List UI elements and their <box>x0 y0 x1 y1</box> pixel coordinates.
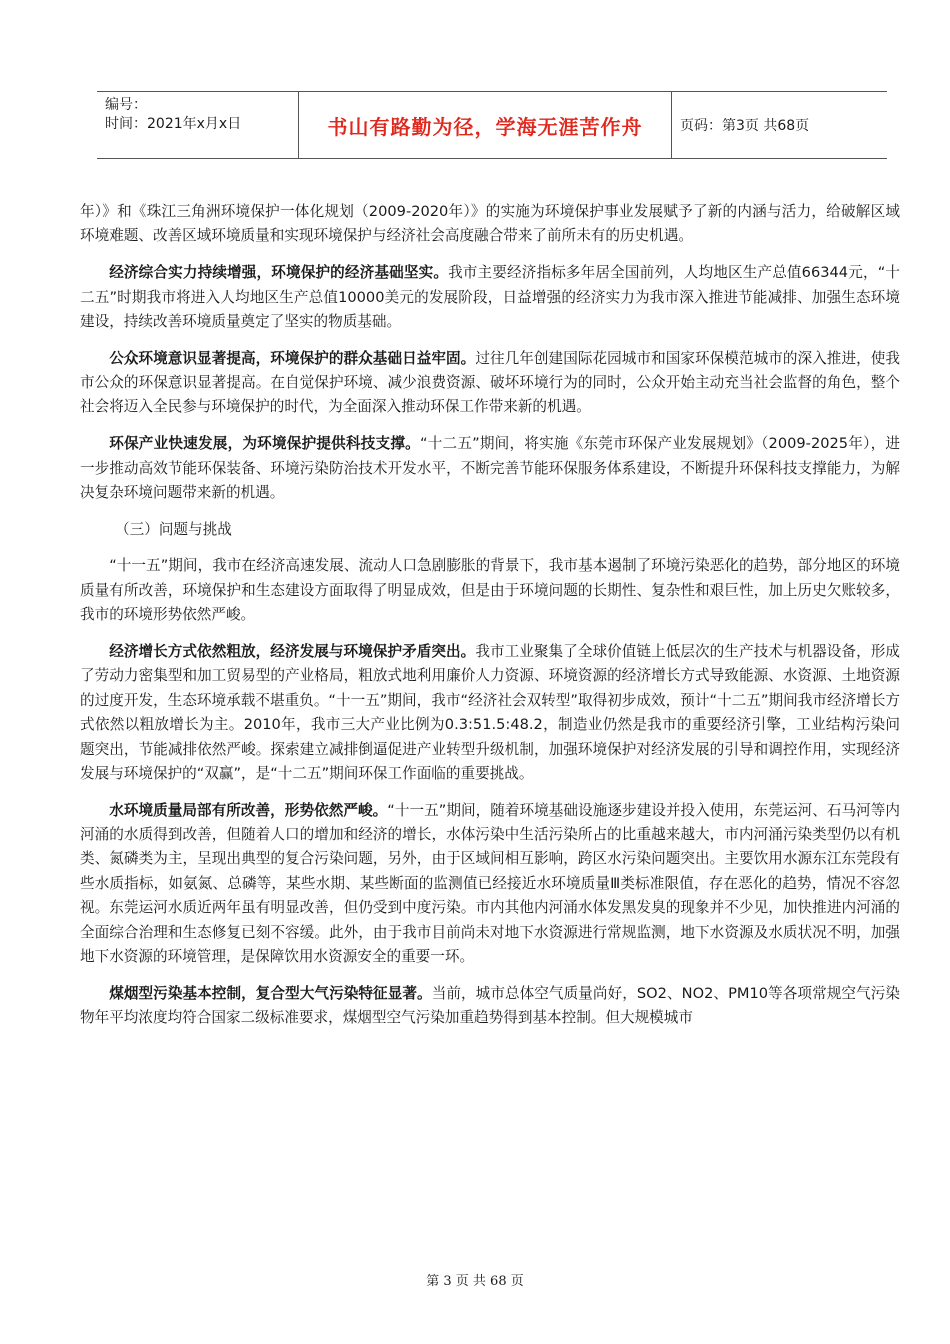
paragraph-text: “十一五”期间，我市在经济高速发展、流动人口急剧膨胀的背景下，我市基本遏制了环境污染恶化的趋势，部分地区的环境质量有所改善，环境保护和生态建设方面取得了明显成效，但是由于环境问题的长期性、复杂性和艰巨性，加上历史欠账较多，我市的环境形势依然严峻。 <box>80 557 900 624</box>
section-heading-text: （三）问题与挑战 <box>115 520 232 538</box>
page-header <box>97 91 887 159</box>
paragraph <box>80 347 900 420</box>
document-time-label: 时间：2021年x月x日 <box>105 116 242 132</box>
paragraph-heading: 经济综合实力持续增强，环境保护的经济基础坚实。 <box>109 264 449 282</box>
paragraph-heading: 煤烟型污染基本控制，复合型大气污染特征显著。 <box>109 984 432 1002</box>
paragraph <box>80 554 900 627</box>
paragraph <box>80 432 900 505</box>
paragraph-heading: 公众环境意识显著提高，环境保护的群众基础日益牢固。 <box>109 349 476 367</box>
paragraph-heading: 水环境质量局部有所改善，形势依然严峻。 <box>109 801 388 819</box>
paragraph-text: 过往几年创建国际花园城市和国家环保模范城市的深入推进，使我市公众的环保意识显著提高。在自觉保护环境、减少浪费资源、破坏环境行为的同时，公众开始主动充当社会监督的角色，整个社会将迈入全民参与环境保护的时代，为全面深入推动环保工作带来新的机遇。 <box>80 349 900 416</box>
paragraph <box>80 982 900 1031</box>
header-page-info: 页码：第3页 共68页 <box>680 118 810 134</box>
paragraph <box>80 799 900 970</box>
paragraph <box>80 640 900 786</box>
section-heading <box>80 518 900 542</box>
paragraph-text: “十一五”期间，随着环境基础设施逐步建设并投入使用，东莞运河、石马河等内河涌的水质得到改善，但随着人口的增加和经济的增长，水体污染中生活污染所占的比重越来越大，市内河涌污染类型仍以有机类、氮磷类为主，呈现出典型的复合污染问题，另外，由于区域间相互影响，跨区水污染问题突出。主要饮用水源东江东莞段有些水质指标，如氨氮、总磷等，某些水期、某些断面的监测值已经接近水环境质量Ⅲ类标准限值，存在恶化的趋势，情况不容忽视。东莞运河水质近两年虽有明显改善，但仍受到中度污染。市内其他内河涌水体发黑发臭的现象并不少见，加快推进内河涌的全面综合治理和生态修复已刻不容缓。此外，由于我市目前尚未对地下水资源进行常规监测，地下水资源及水质状况不明，加强地下水资源的环境管理，是保障饮用水资源安全的重要一环。 <box>80 801 900 966</box>
page-footer: 第 3 页 共 68 页 <box>426 1274 524 1289</box>
paragraph-text: 当前，城市总体空气质量尚好，SO2、NO2、PM10等各项常规空气污染物年平均浓度均符合国家二级标准要求，煤烟型空气污染加重趋势得到基本控制。但大规模城市 <box>80 984 900 1027</box>
paragraph-heading: 经济增长方式依然粗放，经济发展与环境保护矛盾突出。 <box>109 642 476 660</box>
paragraph-text: 我市工业聚集了全球价值链上低层次的生产技术与机器设备，形成了劳动力密集型和加工贸易型的产业格局，粗放式地利用廉价人力资源、环境资源的经济增长方式导致能源、水资源、土地资源的过度开发，生态环境承载不堪重负。“十一五”期间，我市“经济社会双转型”取得初步成效，预计“十二五”期间我市经济增长方式依然以粗放增长为主。2010年，我市三大产业比例为0.3:51.5:48.2，制造业仍然是我市的重要经济引擎，工业结构污染问题突出，节能减排依然严峻。探索建立减排倒逼促进产业转型升级机制，加强环境保护对经济发展的引导和调控作用，实现经济发展与环境保护的“双赢”，是“十二五”期间环保工作面临的重要挑战。 <box>80 642 900 782</box>
paragraph-text: 年）》和《珠江三角洲环境保护一体化规划（2009-2020年）》的实施为环境保护事业发展赋予了新的内涵与活力，给破解区域环境难题、改善区域环境质量和实现环境保护与经济社会高度融合带来了前所未有的历史机遇。 <box>80 203 900 245</box>
document-number-label: 编号： <box>105 97 147 113</box>
header-meta <box>97 92 298 158</box>
paragraph-heading: 环保产业快速发展，为环境保护提供科技支撑。 <box>109 435 420 453</box>
paragraph <box>80 261 900 334</box>
paragraph <box>80 200 900 249</box>
header-motto: 书山有路勤为径，学海无涯苦作舟 <box>298 92 672 158</box>
paragraph-text: “十二五”期间，将实施《东莞市环保产业发展规划》（2009-2025年），进一步推动高效节能环保装备、环境污染防治技术开发水平，不断完善节能环保服务体系建设，不断提升环保科技支撑能力，为解决复杂环境问题带来新的机遇。 <box>80 435 900 501</box>
paragraph-text: 我市主要经济指标多年居全国前列，人均地区生产总值66344元，“十二五”时期我市将进入人均地区生产总值10000美元的发展阶段，日益增强的经济实力为我市深入推进节能减排、加强生态环境建设，持续改善环境质量奠定了坚实的物质基础。 <box>80 264 900 330</box>
document-body <box>80 200 900 1043</box>
